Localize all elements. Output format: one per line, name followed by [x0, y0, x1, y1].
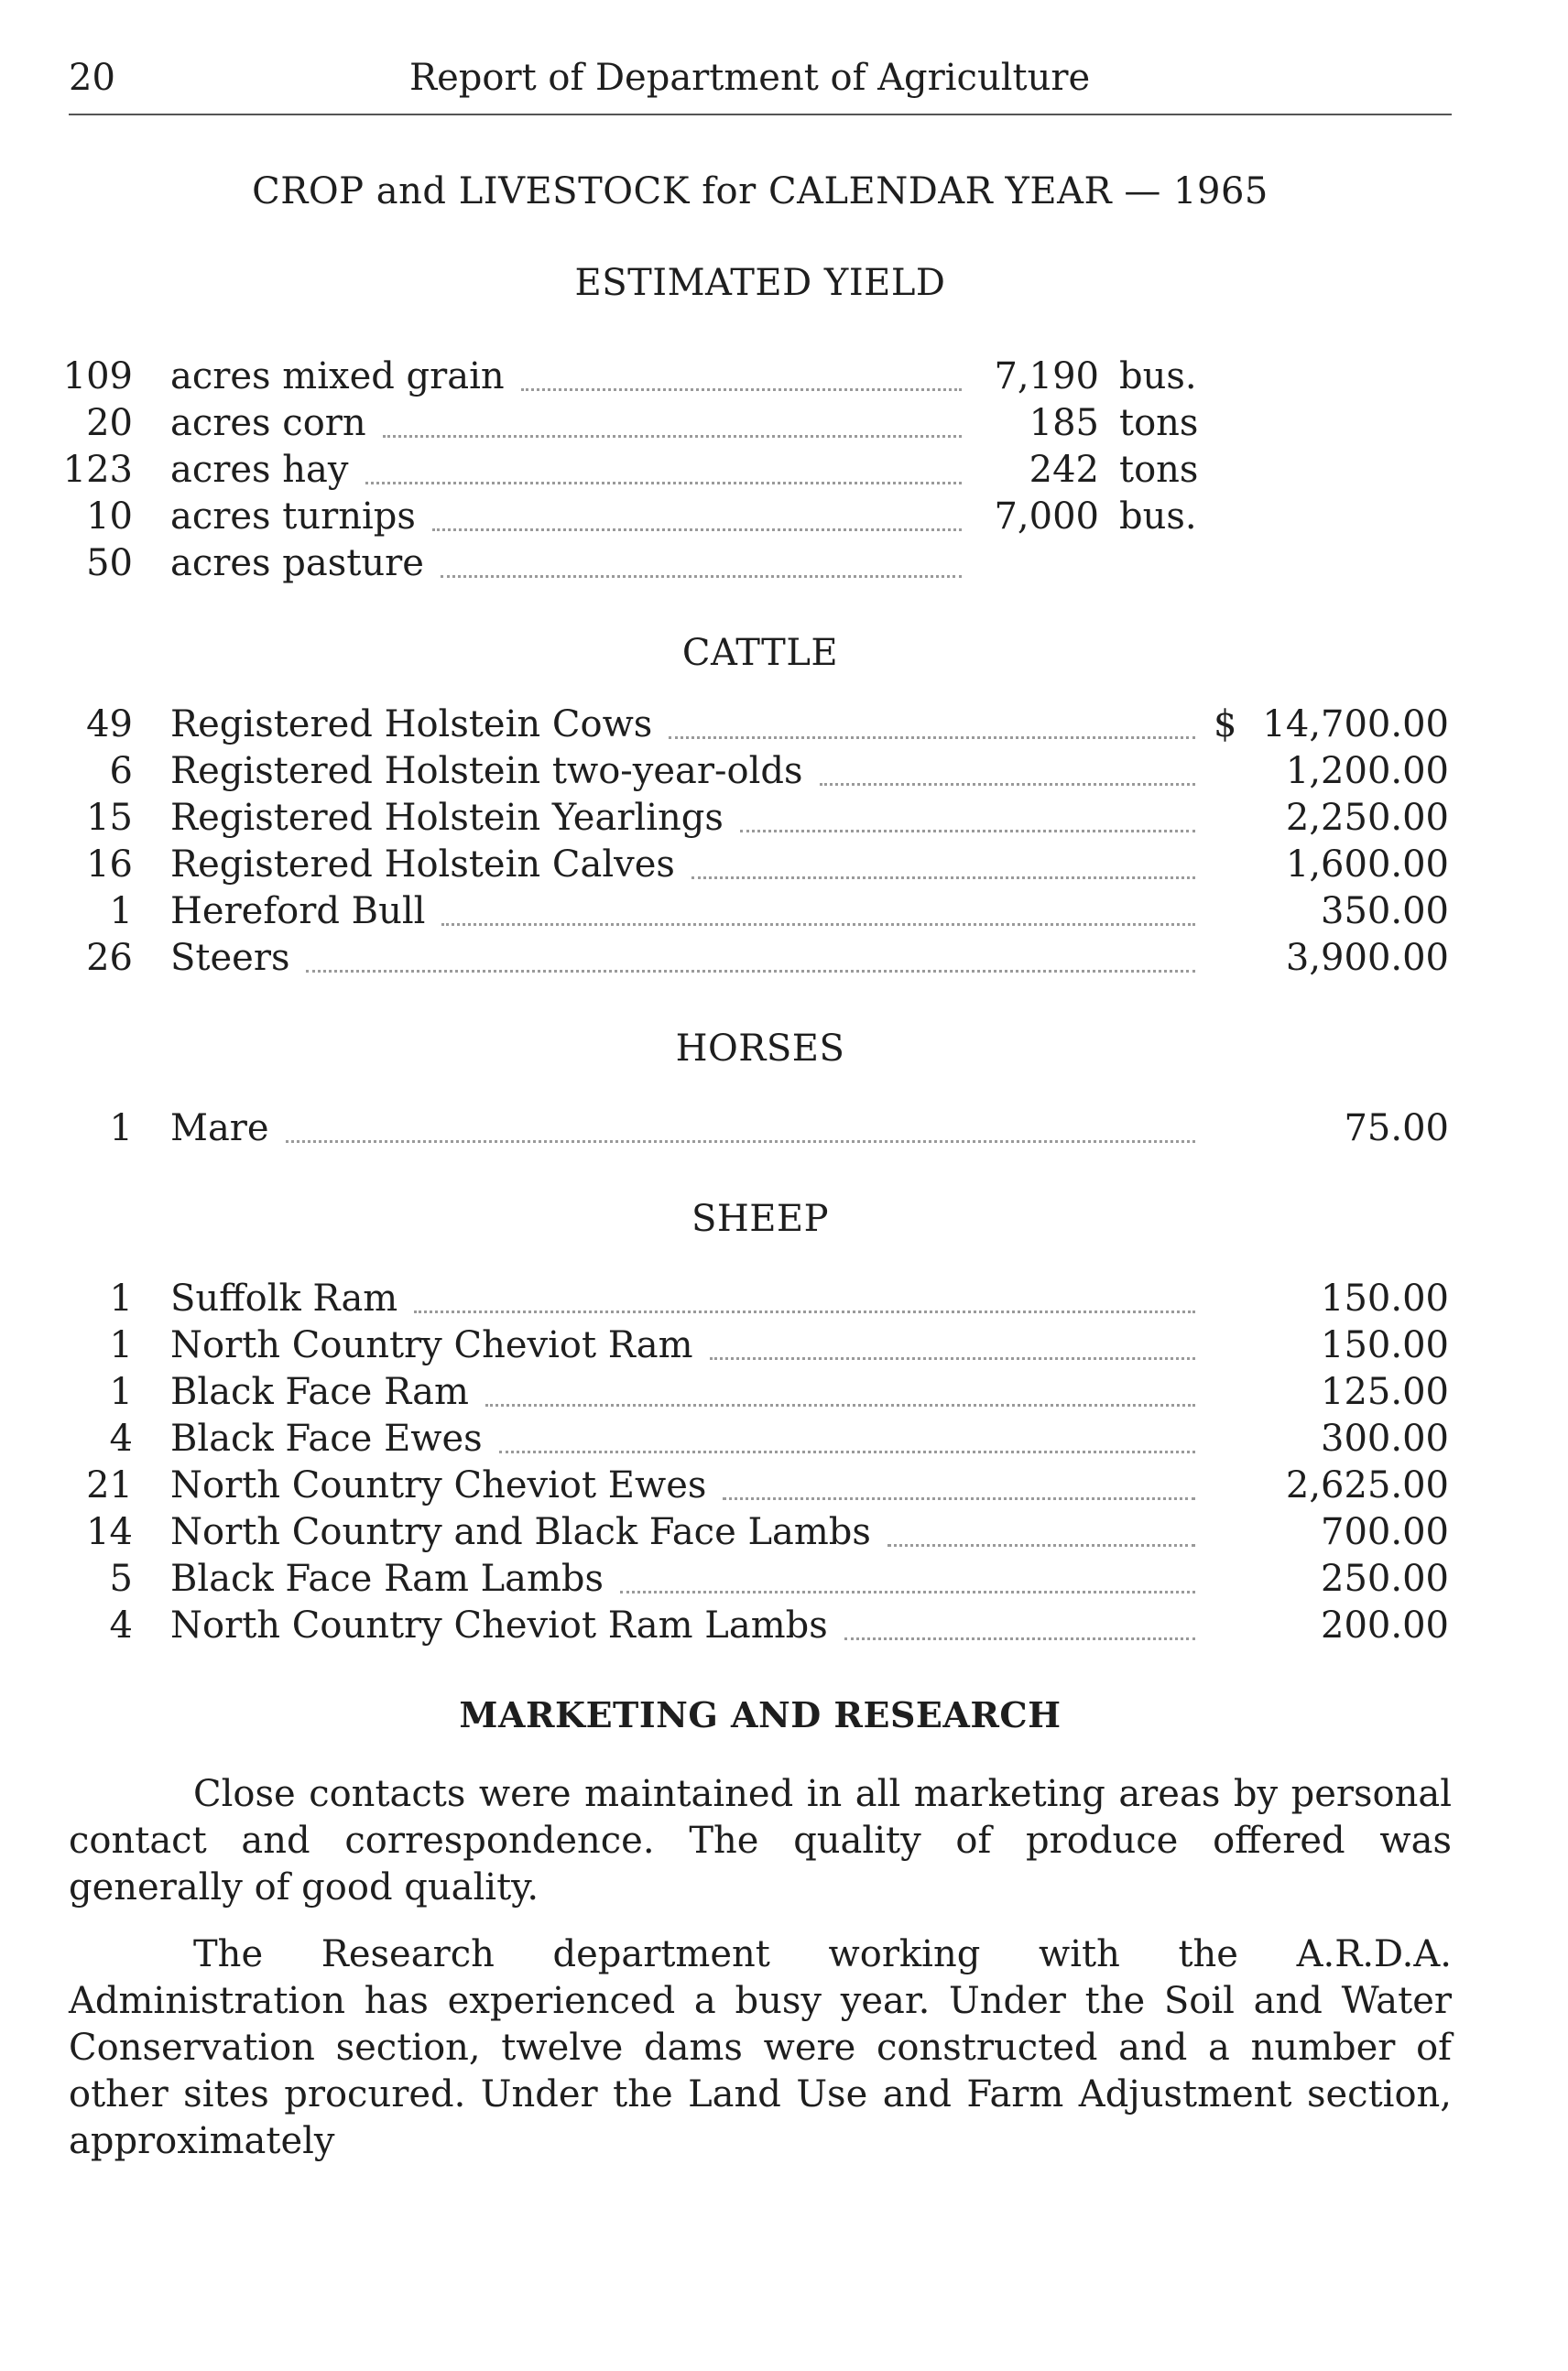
row-unit: tons	[1119, 449, 1199, 491]
row-value: 14,700.00	[1262, 703, 1449, 745]
running-title: Report of Department of Agriculture	[409, 57, 1091, 99]
row-description: Black Face Ram	[170, 1371, 469, 1413]
marketing-text	[69, 1771, 1452, 2165]
table-row	[0, 1509, 1568, 1555]
row-description: North Country Cheviot Ram	[170, 1324, 693, 1366]
header-rule	[69, 114, 1452, 115]
dot-leader	[887, 1544, 1195, 1547]
row-description: Registered Holstein two-year-olds	[170, 750, 803, 792]
row-count: 50	[86, 542, 133, 584]
row-count: 14	[86, 1511, 133, 1553]
row-value: 75.00	[1344, 1107, 1449, 1149]
table-row	[0, 1416, 1568, 1462]
row-description: acres mixed grain	[170, 355, 505, 397]
row-value: 150.00	[1321, 1278, 1449, 1320]
table-row	[0, 353, 1568, 399]
row-count: 49	[86, 703, 133, 745]
dot-leader	[414, 1311, 1195, 1313]
row-value: 350.00	[1321, 890, 1449, 932]
dot-leader	[820, 783, 1195, 786]
row-value: 1,600.00	[1285, 843, 1449, 886]
row-count: 4	[109, 1604, 133, 1647]
cattle-heading: CATTLE	[681, 632, 839, 674]
table-row	[0, 1322, 1568, 1368]
row-value: 185	[1029, 402, 1099, 444]
table-row	[0, 1603, 1568, 1648]
dot-leader	[844, 1637, 1195, 1640]
table-row	[0, 795, 1568, 841]
row-description: acres pasture	[170, 542, 424, 584]
row-description: Steers	[170, 937, 290, 979]
row-count: 16	[86, 843, 133, 886]
row-description: Registered Holstein Cows	[170, 703, 653, 745]
dot-leader	[710, 1357, 1195, 1360]
row-value: 242	[1029, 449, 1099, 491]
document-title: CROP and LIVESTOCK for CALENDAR YEAR — 1965	[252, 170, 1269, 212]
row-count: 1	[109, 1107, 133, 1149]
row-count: 109	[62, 355, 133, 397]
dot-leader	[286, 1140, 1195, 1143]
paragraph: The Research department working with the A.R.D.A. Administration has experienced a busy year. Under the Soil and Water Conservation section, twelve dams were constructed and a number of other sites procured. Under the Land Use and Farm Adjustment section, approximately	[69, 1933, 1452, 2162]
row-count: 21	[86, 1464, 133, 1506]
table-row	[0, 447, 1568, 493]
table-row	[0, 494, 1568, 539]
row-description: North Country Cheviot Ewes	[170, 1464, 707, 1506]
page-number: 20	[69, 57, 115, 99]
row-count: 5	[109, 1558, 133, 1600]
paragraph: Close contacts were maintained in all marketing areas by personal contact and correspondence. The quality of produce offered was generally of good quality.	[69, 1773, 1452, 1909]
dot-leader	[441, 923, 1195, 926]
row-description: acres hay	[170, 449, 349, 491]
row-count: 15	[86, 797, 133, 839]
table-row	[0, 702, 1568, 747]
row-value: 700.00	[1321, 1511, 1449, 1553]
row-value: 3,900.00	[1285, 937, 1449, 979]
row-value: 2,250.00	[1285, 797, 1449, 839]
running-header	[69, 57, 1452, 112]
dot-leader	[432, 528, 962, 531]
table-row	[0, 1276, 1568, 1321]
dot-leader	[620, 1591, 1195, 1593]
row-description: acres corn	[170, 402, 366, 444]
row-count: 26	[86, 937, 133, 979]
row-value: 7,190	[994, 355, 1099, 397]
dot-leader	[691, 876, 1195, 879]
horses-heading: HORSES	[675, 1028, 845, 1070]
estimated-yield-heading: ESTIMATED YIELD	[574, 262, 946, 304]
table-row	[0, 1105, 1568, 1151]
row-count: 1	[109, 890, 133, 932]
table-row	[0, 842, 1568, 887]
dot-leader	[521, 388, 962, 391]
table-row	[0, 400, 1568, 446]
row-description: acres turnips	[170, 495, 416, 538]
table-row	[0, 888, 1568, 934]
dot-leader	[723, 1497, 1195, 1500]
dot-leader	[499, 1451, 1195, 1453]
row-count: 10	[86, 495, 133, 538]
row-description: Mare	[170, 1107, 269, 1149]
row-count: 4	[109, 1418, 133, 1460]
row-value: 7,000	[994, 495, 1099, 538]
dot-leader	[485, 1404, 1195, 1407]
row-value: 125.00	[1321, 1371, 1449, 1413]
row-value: 250.00	[1321, 1558, 1449, 1600]
row-description: Hereford Bull	[170, 890, 426, 932]
dot-leader	[365, 482, 962, 484]
row-description: Black Face Ram Lambs	[170, 1558, 604, 1600]
row-count: 6	[109, 750, 133, 792]
table-row	[0, 1369, 1568, 1415]
row-description: North Country and Black Face Lambs	[170, 1511, 871, 1553]
row-description: Registered Holstein Yearlings	[170, 797, 724, 839]
currency-symbol: $	[1214, 703, 1237, 745]
table-row	[0, 935, 1568, 981]
row-count: 123	[62, 449, 133, 491]
row-count: 20	[86, 402, 133, 444]
dot-leader	[441, 575, 962, 578]
row-unit: bus.	[1119, 355, 1197, 397]
marketing-heading: MARKETING AND RESEARCH	[459, 1694, 1062, 1735]
row-description: Black Face Ewes	[170, 1418, 483, 1460]
table-row	[0, 540, 1568, 586]
row-count: 1	[109, 1324, 133, 1366]
row-value: 2,625.00	[1285, 1464, 1449, 1506]
row-value: 1,200.00	[1285, 750, 1449, 792]
row-unit: bus.	[1119, 495, 1197, 538]
row-value: 200.00	[1321, 1604, 1449, 1647]
row-description: North Country Cheviot Ram Lambs	[170, 1604, 828, 1647]
row-description: Suffolk Ram	[170, 1278, 398, 1320]
row-count: 1	[109, 1278, 133, 1320]
row-value: 300.00	[1321, 1418, 1449, 1460]
dot-leader	[740, 830, 1195, 832]
dot-leader	[669, 736, 1195, 739]
dot-leader	[383, 435, 962, 438]
sheep-heading: SHEEP	[691, 1198, 830, 1240]
table-row	[0, 1463, 1568, 1508]
row-value: 150.00	[1321, 1324, 1449, 1366]
table-row	[0, 748, 1568, 794]
table-row	[0, 1556, 1568, 1602]
row-count: 1	[109, 1371, 133, 1413]
row-unit: tons	[1119, 402, 1199, 444]
row-description: Registered Holstein Calves	[170, 843, 675, 886]
dot-leader	[306, 970, 1195, 973]
